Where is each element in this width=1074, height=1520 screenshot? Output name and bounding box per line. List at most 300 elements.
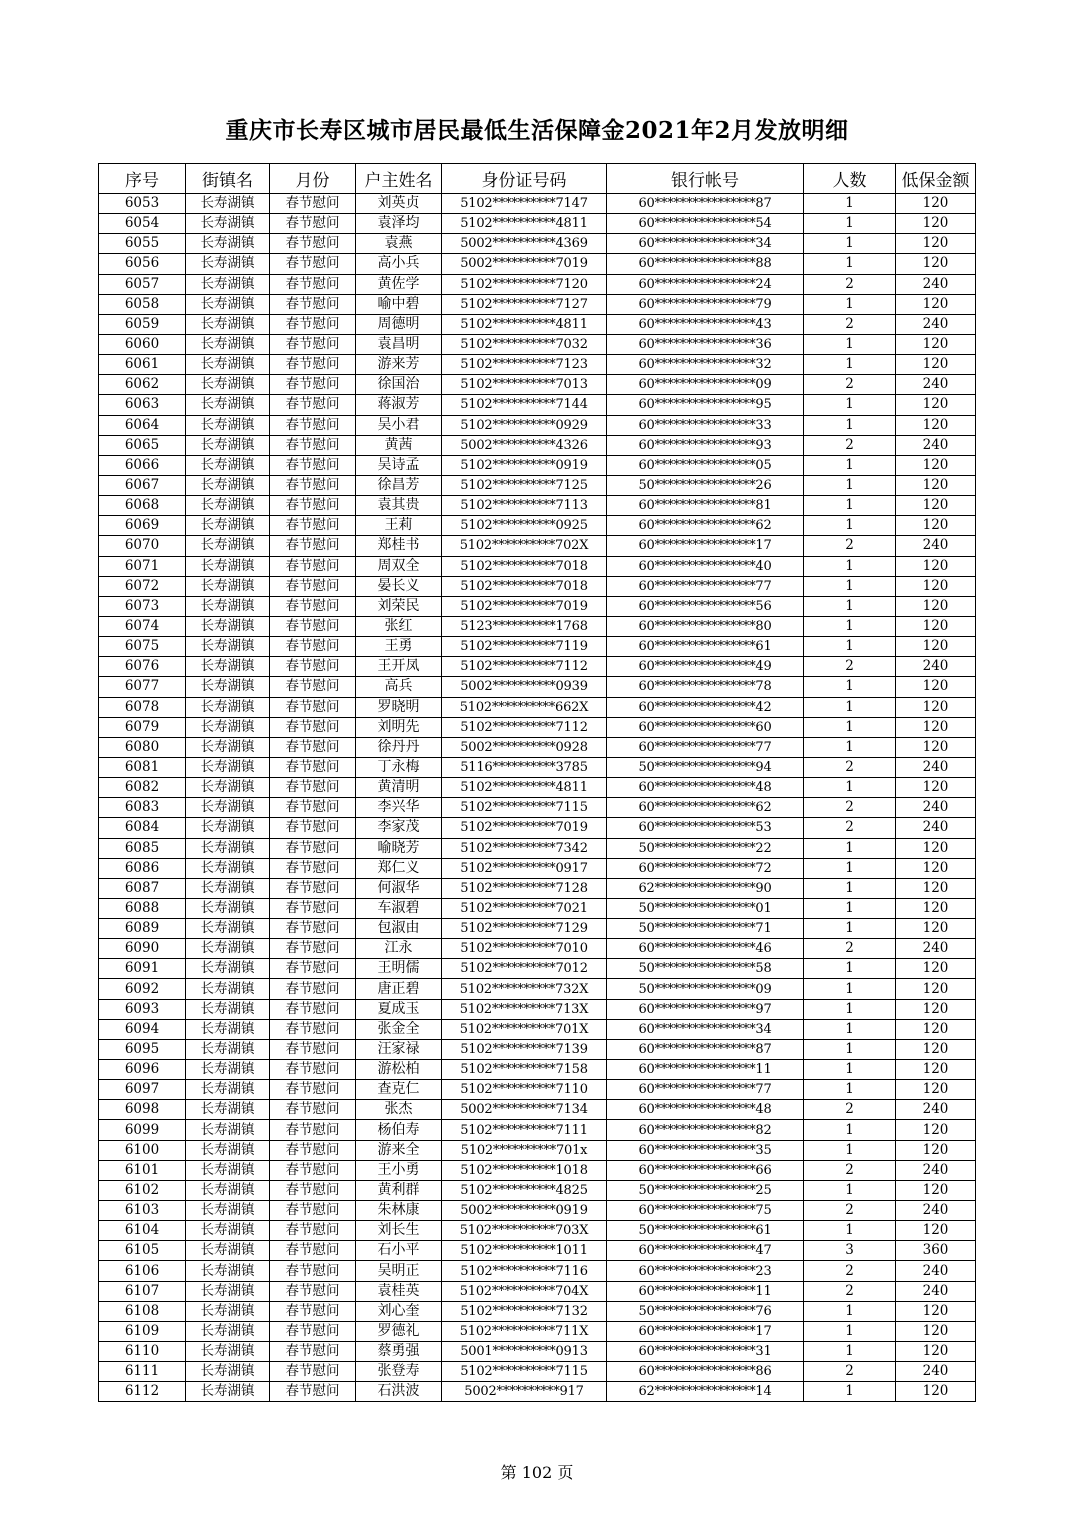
cell-amount: 120	[896, 1060, 976, 1080]
cell-serial: 6082	[99, 778, 186, 798]
cell-bank-account: 60****************33	[607, 415, 804, 435]
cell-householder: 王开凤	[356, 657, 442, 677]
col-header-town: 街镇名	[186, 164, 270, 194]
cell-persons: 2	[804, 314, 896, 334]
cell-amount: 120	[896, 959, 976, 979]
col-header-persons: 人数	[804, 164, 896, 194]
col-header-bank-account: 银行帐号	[607, 164, 804, 194]
cell-month: 春节慰问	[270, 1080, 356, 1100]
cell-persons: 1	[804, 979, 896, 999]
cell-id-number: 5102**********7019	[442, 818, 607, 838]
cell-serial: 6106	[99, 1261, 186, 1281]
cell-amount: 240	[896, 314, 976, 334]
table-row	[99, 838, 976, 858]
cell-town: 长寿湖镇	[186, 818, 270, 838]
cell-serial: 6110	[99, 1342, 186, 1362]
cell-bank-account: 60****************79	[607, 294, 804, 314]
cell-bank-account: 60****************46	[607, 939, 804, 959]
cell-persons: 2	[804, 274, 896, 294]
cell-bank-account: 60****************11	[607, 1281, 804, 1301]
cell-amount: 240	[896, 757, 976, 777]
cell-id-number: 5102**********0917	[442, 858, 607, 878]
cell-bank-account: 60****************88	[607, 254, 804, 274]
cell-id-number: 5102**********7018	[442, 556, 607, 576]
cell-month: 春节慰问	[270, 1120, 356, 1140]
cell-month: 春节慰问	[270, 838, 356, 858]
cell-month: 春节慰问	[270, 1039, 356, 1059]
cell-householder: 张杰	[356, 1100, 442, 1120]
cell-amount: 120	[896, 999, 976, 1019]
cell-month: 春节慰问	[270, 616, 356, 636]
cell-town: 长寿湖镇	[186, 838, 270, 858]
cell-bank-account: 60****************09	[607, 375, 804, 395]
cell-householder: 刘荣民	[356, 596, 442, 616]
cell-householder: 王小勇	[356, 1160, 442, 1180]
cell-persons: 1	[804, 1140, 896, 1160]
cell-householder: 黄佐学	[356, 274, 442, 294]
cell-amount: 120	[896, 415, 976, 435]
cell-persons: 1	[804, 677, 896, 697]
cell-householder: 袁燕	[356, 234, 442, 254]
cell-serial: 6109	[99, 1321, 186, 1341]
cell-month: 春节慰问	[270, 294, 356, 314]
cell-town: 长寿湖镇	[186, 576, 270, 596]
cell-householder: 江永	[356, 939, 442, 959]
table-row	[99, 1321, 976, 1341]
cell-serial: 6083	[99, 798, 186, 818]
cell-id-number: 5102**********4811	[442, 314, 607, 334]
cell-householder: 喻中碧	[356, 294, 442, 314]
cell-persons: 2	[804, 435, 896, 455]
cell-month: 春节慰问	[270, 898, 356, 918]
cell-id-number: 5102**********7012	[442, 959, 607, 979]
cell-bank-account: 60****************93	[607, 435, 804, 455]
cell-id-number: 5102**********7123	[442, 355, 607, 375]
page-number: 第 102 页	[500, 1463, 574, 1482]
cell-month: 春节慰问	[270, 1180, 356, 1200]
cell-persons: 1	[804, 415, 896, 435]
cell-householder: 何淑华	[356, 878, 442, 898]
cell-id-number: 5102**********7144	[442, 395, 607, 415]
cell-id-number: 5102**********711X	[442, 1321, 607, 1341]
cell-month: 春节慰问	[270, 1201, 356, 1221]
cell-serial: 6079	[99, 717, 186, 737]
cell-householder: 袁桂英	[356, 1281, 442, 1301]
cell-serial: 6078	[99, 697, 186, 717]
cell-id-number: 5102**********701X	[442, 1019, 607, 1039]
cell-month: 春节慰问	[270, 1160, 356, 1180]
cell-amount: 120	[896, 637, 976, 657]
cell-serial: 6089	[99, 919, 186, 939]
cell-amount: 240	[896, 274, 976, 294]
cell-persons: 2	[804, 1362, 896, 1382]
cell-town: 长寿湖镇	[186, 1382, 270, 1402]
cell-month: 春节慰问	[270, 516, 356, 536]
cell-town: 长寿湖镇	[186, 1019, 270, 1039]
cell-id-number: 5102**********7139	[442, 1039, 607, 1059]
cell-id-number: 5102**********7147	[442, 194, 607, 214]
table-row	[99, 395, 976, 415]
cell-persons: 1	[804, 838, 896, 858]
table-row	[99, 1019, 976, 1039]
cell-serial: 6055	[99, 234, 186, 254]
cell-persons: 1	[804, 576, 896, 596]
table-row	[99, 858, 976, 878]
table-row	[99, 616, 976, 636]
cell-amount: 120	[896, 294, 976, 314]
cell-amount: 240	[896, 536, 976, 556]
cell-householder: 徐昌芳	[356, 475, 442, 495]
table-row	[99, 1221, 976, 1241]
cell-bank-account: 60****************23	[607, 1261, 804, 1281]
cell-id-number: 5102**********7032	[442, 334, 607, 354]
cell-householder: 朱林康	[356, 1201, 442, 1221]
cell-serial: 6076	[99, 657, 186, 677]
cell-id-number: 5102**********7125	[442, 475, 607, 495]
cell-amount: 120	[896, 455, 976, 475]
table-row	[99, 898, 976, 918]
cell-bank-account: 60****************77	[607, 737, 804, 757]
cell-bank-account: 60****************47	[607, 1241, 804, 1261]
cell-persons: 1	[804, 878, 896, 898]
cell-bank-account: 60****************17	[607, 1321, 804, 1341]
table-row	[99, 939, 976, 959]
cell-serial: 6107	[99, 1281, 186, 1301]
table-row	[99, 214, 976, 234]
cell-id-number: 5102**********7021	[442, 898, 607, 918]
cell-town: 长寿湖镇	[186, 214, 270, 234]
cell-bank-account: 60****************05	[607, 455, 804, 475]
cell-amount: 120	[896, 697, 976, 717]
cell-householder: 晏长义	[356, 576, 442, 596]
cell-householder: 刘英贞	[356, 194, 442, 214]
cell-id-number: 5123**********1768	[442, 616, 607, 636]
cell-persons: 1	[804, 395, 896, 415]
cell-town: 长寿湖镇	[186, 395, 270, 415]
cell-town: 长寿湖镇	[186, 1160, 270, 1180]
cell-town: 长寿湖镇	[186, 657, 270, 677]
cell-persons: 2	[804, 1100, 896, 1120]
cell-householder: 王勇	[356, 637, 442, 657]
cell-amount: 240	[896, 1281, 976, 1301]
cell-town: 长寿湖镇	[186, 375, 270, 395]
cell-id-number: 5102**********704X	[442, 1281, 607, 1301]
cell-month: 春节慰问	[270, 1100, 356, 1120]
cell-month: 春节慰问	[270, 939, 356, 959]
table-row	[99, 999, 976, 1019]
cell-id-number: 5102**********7120	[442, 274, 607, 294]
cell-persons: 1	[804, 1180, 896, 1200]
cell-bank-account: 60****************43	[607, 314, 804, 334]
cell-month: 春节慰问	[270, 919, 356, 939]
cell-id-number: 5102**********702X	[442, 536, 607, 556]
cell-id-number: 5102**********7342	[442, 838, 607, 858]
cell-serial: 6054	[99, 214, 186, 234]
cell-bank-account: 60****************86	[607, 1362, 804, 1382]
cell-serial: 6086	[99, 858, 186, 878]
cell-amount: 120	[896, 1080, 976, 1100]
cell-town: 长寿湖镇	[186, 254, 270, 274]
cell-persons: 1	[804, 1382, 896, 1402]
cell-serial: 6057	[99, 274, 186, 294]
cell-amount: 120	[896, 1019, 976, 1039]
table-row	[99, 1180, 976, 1200]
cell-bank-account: 60****************61	[607, 637, 804, 657]
cell-id-number: 5102**********7112	[442, 717, 607, 737]
cell-serial: 6112	[99, 1382, 186, 1402]
cell-town: 长寿湖镇	[186, 717, 270, 737]
cell-bank-account: 60****************48	[607, 778, 804, 798]
cell-month: 春节慰问	[270, 194, 356, 214]
cell-persons: 2	[804, 375, 896, 395]
cell-amount: 240	[896, 1201, 976, 1221]
cell-householder: 高小兵	[356, 254, 442, 274]
cell-town: 长寿湖镇	[186, 1060, 270, 1080]
cell-month: 春节慰问	[270, 536, 356, 556]
cell-serial: 6105	[99, 1241, 186, 1261]
cell-bank-account: 50****************61	[607, 1221, 804, 1241]
cell-persons: 1	[804, 637, 896, 657]
cell-id-number: 5002**********4326	[442, 435, 607, 455]
cell-bank-account: 62****************14	[607, 1382, 804, 1402]
table-row	[99, 234, 976, 254]
col-header-householder: 户主姓名	[356, 164, 442, 194]
cell-serial: 6065	[99, 435, 186, 455]
table-row	[99, 1080, 976, 1100]
cell-amount: 120	[896, 878, 976, 898]
cell-month: 春节慰问	[270, 1362, 356, 1382]
cell-month: 春节慰问	[270, 375, 356, 395]
cell-serial: 6102	[99, 1180, 186, 1200]
table-row	[99, 959, 976, 979]
cell-bank-account: 60****************78	[607, 677, 804, 697]
cell-town: 长寿湖镇	[186, 637, 270, 657]
cell-id-number: 5102**********7116	[442, 1261, 607, 1281]
cell-serial: 6111	[99, 1362, 186, 1382]
cell-serial: 6060	[99, 334, 186, 354]
cell-bank-account: 60****************35	[607, 1140, 804, 1160]
cell-bank-account: 60****************49	[607, 657, 804, 677]
cell-householder: 高兵	[356, 677, 442, 697]
table-row	[99, 1140, 976, 1160]
cell-amount: 240	[896, 435, 976, 455]
cell-id-number: 5102**********4811	[442, 214, 607, 234]
cell-persons: 1	[804, 616, 896, 636]
cell-month: 春节慰问	[270, 576, 356, 596]
cell-month: 春节慰问	[270, 1221, 356, 1241]
cell-month: 春节慰问	[270, 878, 356, 898]
cell-persons: 1	[804, 254, 896, 274]
cell-month: 春节慰问	[270, 959, 356, 979]
cell-id-number: 5002**********0939	[442, 677, 607, 697]
table-row	[99, 194, 976, 214]
cell-bank-account: 50****************01	[607, 898, 804, 918]
cell-town: 长寿湖镇	[186, 1201, 270, 1221]
cell-serial: 6090	[99, 939, 186, 959]
cell-id-number: 5102**********7128	[442, 878, 607, 898]
cell-persons: 2	[804, 536, 896, 556]
cell-town: 长寿湖镇	[186, 1100, 270, 1120]
cell-bank-account: 50****************58	[607, 959, 804, 979]
cell-persons: 1	[804, 1080, 896, 1100]
cell-month: 春节慰问	[270, 1019, 356, 1039]
cell-town: 长寿湖镇	[186, 757, 270, 777]
table-row	[99, 677, 976, 697]
cell-bank-account: 60****************42	[607, 697, 804, 717]
cell-householder: 包淑由	[356, 919, 442, 939]
table-row	[99, 576, 976, 596]
cell-month: 春节慰问	[270, 677, 356, 697]
cell-persons: 2	[804, 818, 896, 838]
cell-householder: 徐丹丹	[356, 737, 442, 757]
cell-town: 长寿湖镇	[186, 556, 270, 576]
cell-serial: 6061	[99, 355, 186, 375]
cell-persons: 1	[804, 1301, 896, 1321]
cell-bank-account: 60****************81	[607, 496, 804, 516]
cell-amount: 120	[896, 496, 976, 516]
cell-amount: 120	[896, 1120, 976, 1140]
cell-month: 春节慰问	[270, 1241, 356, 1261]
cell-month: 春节慰问	[270, 1342, 356, 1362]
cell-id-number: 5002**********4369	[442, 234, 607, 254]
cell-id-number: 5102**********7132	[442, 1301, 607, 1321]
cell-bank-account: 60****************72	[607, 858, 804, 878]
cell-bank-account: 50****************26	[607, 475, 804, 495]
cell-month: 春节慰问	[270, 737, 356, 757]
cell-serial: 6067	[99, 475, 186, 495]
cell-bank-account: 50****************09	[607, 979, 804, 999]
cell-persons: 2	[804, 939, 896, 959]
cell-id-number: 5002**********7019	[442, 254, 607, 274]
cell-bank-account: 60****************97	[607, 999, 804, 1019]
cell-persons: 2	[804, 1261, 896, 1281]
cell-amount: 120	[896, 677, 976, 697]
table-row	[99, 314, 976, 334]
cell-id-number: 5102**********0929	[442, 415, 607, 435]
cell-persons: 1	[804, 898, 896, 918]
cell-serial: 6103	[99, 1201, 186, 1221]
table-row	[99, 375, 976, 395]
table-row	[99, 1261, 976, 1281]
cell-householder: 查克仁	[356, 1080, 442, 1100]
cell-serial: 6097	[99, 1080, 186, 1100]
cell-householder: 吴诗孟	[356, 455, 442, 475]
cell-month: 春节慰问	[270, 1140, 356, 1160]
cell-town: 长寿湖镇	[186, 355, 270, 375]
table-row	[99, 979, 976, 999]
cell-amount: 240	[896, 818, 976, 838]
cell-amount: 120	[896, 1140, 976, 1160]
cell-bank-account: 60****************11	[607, 1060, 804, 1080]
cell-town: 长寿湖镇	[186, 314, 270, 334]
cell-amount: 120	[896, 858, 976, 878]
cell-id-number: 5102**********7115	[442, 1362, 607, 1382]
cell-persons: 1	[804, 214, 896, 234]
cell-persons: 1	[804, 697, 896, 717]
table-row	[99, 637, 976, 657]
cell-householder: 蔡勇强	[356, 1342, 442, 1362]
cell-serial: 6094	[99, 1019, 186, 1039]
cell-bank-account: 60****************31	[607, 1342, 804, 1362]
cell-town: 长寿湖镇	[186, 435, 270, 455]
cell-householder: 游来全	[356, 1140, 442, 1160]
table-row	[99, 536, 976, 556]
cell-month: 春节慰问	[270, 395, 356, 415]
cell-persons: 1	[804, 596, 896, 616]
cell-bank-account: 60****************80	[607, 616, 804, 636]
cell-serial: 6096	[99, 1060, 186, 1080]
cell-amount: 120	[896, 214, 976, 234]
cell-amount: 120	[896, 1039, 976, 1059]
cell-persons: 1	[804, 234, 896, 254]
cell-month: 春节慰问	[270, 274, 356, 294]
cell-serial: 6101	[99, 1160, 186, 1180]
cell-householder: 喻晓芳	[356, 838, 442, 858]
cell-serial: 6087	[99, 878, 186, 898]
table-row	[99, 1342, 976, 1362]
cell-persons: 1	[804, 1060, 896, 1080]
table-row	[99, 717, 976, 737]
table-row	[99, 1281, 976, 1301]
cell-bank-account: 60****************17	[607, 536, 804, 556]
col-header-serial: 序号	[99, 164, 186, 194]
cell-amount: 120	[896, 1321, 976, 1341]
cell-serial: 6092	[99, 979, 186, 999]
cell-serial: 6058	[99, 294, 186, 314]
cell-persons: 1	[804, 355, 896, 375]
cell-month: 春节慰问	[270, 355, 356, 375]
cell-serial: 6059	[99, 314, 186, 334]
cell-month: 春节慰问	[270, 1060, 356, 1080]
cell-month: 春节慰问	[270, 757, 356, 777]
cell-bank-account: 60****************34	[607, 1019, 804, 1039]
cell-householder: 石洪波	[356, 1382, 442, 1402]
cell-householder: 李家茂	[356, 818, 442, 838]
cell-serial: 6100	[99, 1140, 186, 1160]
cell-month: 春节慰问	[270, 475, 356, 495]
cell-householder: 唐正碧	[356, 979, 442, 999]
cell-bank-account: 60****************32	[607, 355, 804, 375]
cell-amount: 120	[896, 234, 976, 254]
cell-month: 春节慰问	[270, 798, 356, 818]
cell-householder: 杨伯寿	[356, 1120, 442, 1140]
cell-town: 长寿湖镇	[186, 999, 270, 1019]
cell-persons: 2	[804, 757, 896, 777]
cell-persons: 2	[804, 1160, 896, 1180]
cell-bank-account: 60****************87	[607, 194, 804, 214]
cell-id-number: 5102**********7110	[442, 1080, 607, 1100]
cell-householder: 吴小君	[356, 415, 442, 435]
cell-persons: 1	[804, 455, 896, 475]
cell-amount: 120	[896, 919, 976, 939]
cell-serial: 6080	[99, 737, 186, 757]
cell-month: 春节慰问	[270, 657, 356, 677]
cell-householder: 蒋淑芳	[356, 395, 442, 415]
cell-bank-account: 60****************24	[607, 274, 804, 294]
cell-bank-account: 60****************56	[607, 596, 804, 616]
cell-month: 春节慰问	[270, 1301, 356, 1321]
cell-amount: 120	[896, 717, 976, 737]
table-row	[99, 596, 976, 616]
col-header-amount: 低保金额	[896, 164, 976, 194]
cell-persons: 1	[804, 737, 896, 757]
cell-month: 春节慰问	[270, 637, 356, 657]
cell-householder: 游松柏	[356, 1060, 442, 1080]
benefit-table	[98, 163, 976, 1402]
cell-town: 长寿湖镇	[186, 1301, 270, 1321]
cell-id-number: 5102**********7119	[442, 637, 607, 657]
cell-amount: 120	[896, 254, 976, 274]
